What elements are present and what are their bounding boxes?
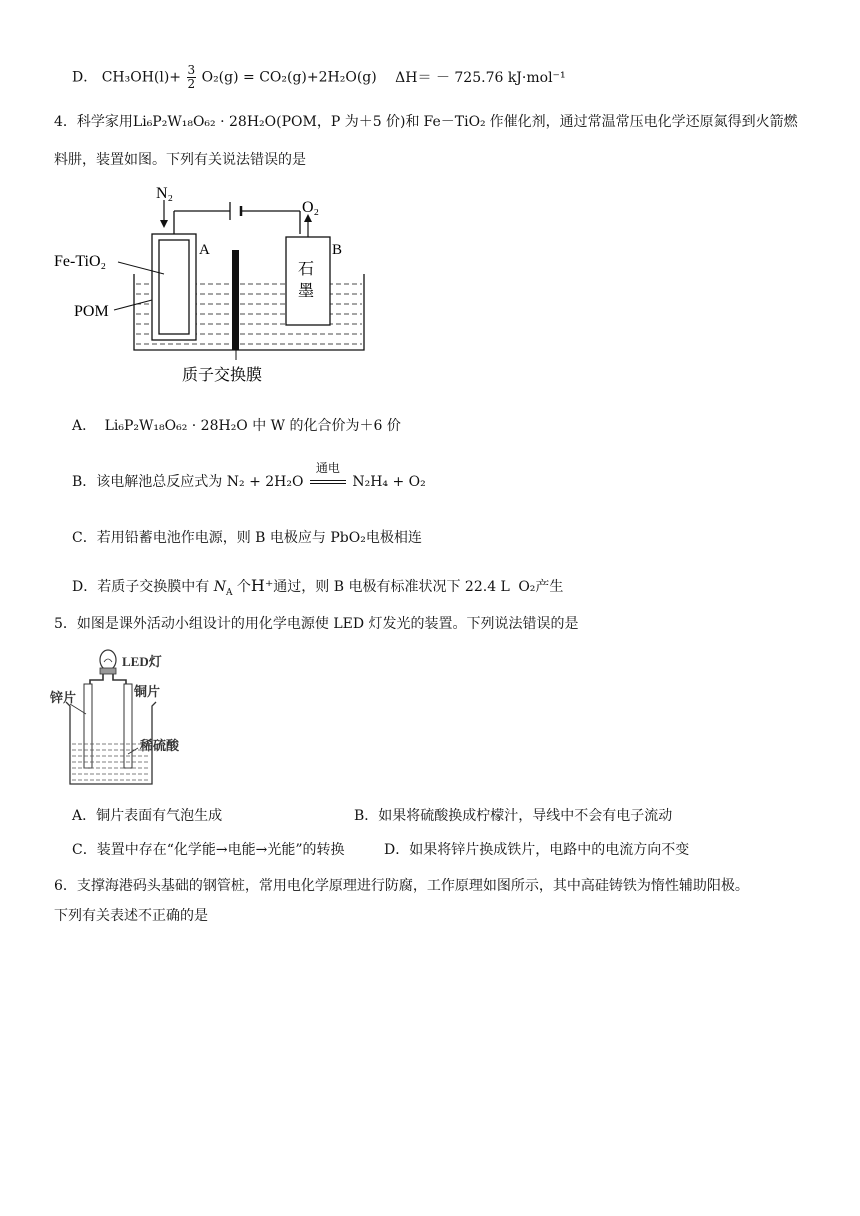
q4-stem-line1 — [54, 112, 798, 132]
q5-option-a: A．铜片表面有气泡生成 — [72, 808, 223, 824]
pom-formula: Li₆P₂W₁₈O₆₂ · 28H₂O — [132, 114, 277, 130]
q4-stem-c: 作催化剂，通过常温常压电化学还原氮得到火箭燃 — [489, 114, 798, 130]
question-number: 4． — [54, 114, 77, 130]
graphite-label-2: 墨 — [298, 283, 315, 300]
led-label: LED灯 — [122, 654, 162, 669]
equation-left: CH₃OH(l)+ — [101, 69, 182, 86]
fe-tio2-label: Fe-TiO₂ — [54, 253, 107, 270]
catalyst-formula: Fe－TiO₂ — [423, 114, 486, 130]
q5-stem — [54, 614, 579, 634]
label-b: B — [332, 242, 343, 258]
reaction-right: N₂H₄ + O₂ — [352, 474, 426, 490]
option-label: D． — [72, 579, 98, 595]
fraction — [187, 64, 197, 91]
acid-label: 稀硫酸 — [140, 738, 180, 753]
q6-stem-line2: 下列有关表述不正确的是 — [54, 908, 208, 924]
voltaic-cell-diagram — [48, 644, 198, 790]
graphite-label-1: 石 — [298, 261, 315, 278]
condition-text: 通电 — [315, 461, 340, 475]
q3-option-d — [72, 64, 566, 91]
question-number: 5． — [54, 616, 77, 632]
copper-label: 铜片 — [134, 684, 161, 699]
option-text-b: 个 — [236, 579, 251, 595]
proton-symbol: H⁺ — [250, 576, 274, 595]
q4-option-a — [72, 416, 401, 436]
option-label: B． — [72, 474, 97, 490]
reaction-condition — [308, 461, 348, 492]
q5-option-c: C．装置中存在“化学能→电能→光能”的转换 — [72, 842, 345, 858]
q6-stem-text: 支撑海港码头基础的钢管桩，常用电化学原理进行防腐，工作原理如图所示，其中高硅铸铁为惰性辅助阳极。 — [76, 878, 749, 894]
pom-label: POM — [74, 303, 109, 320]
q5-stem-text: 如图是课外活动小组设计的用化学电源使 LED 灯发光的装置。下列说法错误的是 — [76, 616, 579, 632]
option-text-c: 通过，则 B 电极有标准状况下 22.4 L — [273, 579, 510, 595]
q4-stem-a: 科学家用 — [76, 114, 133, 130]
proton-exchange-membrane — [232, 250, 239, 350]
q4-option-d — [72, 576, 563, 603]
fraction-denominator: 2 — [187, 77, 196, 91]
option-text-d: 产生 — [535, 579, 564, 595]
q4-option-c — [72, 528, 422, 548]
n2-label: N₂ — [156, 185, 174, 202]
q5-option-d: D．如果将锌片换成铁片，电路中的电流方向不变 — [384, 842, 690, 858]
arrow-down-icon — [160, 220, 168, 228]
q5-option-b: B．如果将硫酸换成柠檬汁，导线中不会有电子流动 — [354, 808, 673, 824]
option-text-b: 电极相连 — [365, 530, 422, 546]
o2-formula: O₂ — [518, 579, 536, 595]
pbo2-formula: PbO₂ — [330, 530, 366, 546]
membrane-label: 质子交换膜 — [182, 367, 263, 384]
pom-formula: Li₆P₂W₁₈O₆₂ · 28H₂O — [104, 418, 248, 434]
reaction-left: N₂ + 2H₂O — [226, 474, 304, 490]
q4-option-b — [72, 461, 426, 492]
electrode-b — [286, 237, 330, 325]
option-text: 中 W 的化合价为＋6 价 — [252, 418, 401, 434]
electrolysis-diagram — [40, 182, 380, 392]
q6-stem-line1 — [54, 876, 749, 896]
copper-plate — [124, 684, 132, 768]
option-text-a: 若质子交换膜中有 — [97, 579, 210, 595]
option-label: C． — [72, 530, 97, 546]
led-bulb-icon — [100, 650, 116, 670]
enthalpy-value: ΔH＝ － 725.76 kJ·mol⁻¹ — [395, 69, 566, 86]
option-text-a: 若用铅蓄电池作电源，则 B 电极应与 — [96, 530, 326, 546]
o2-label: O₂ — [302, 199, 320, 216]
q4-stem-line2: 料肼，装置如图。下列有关说法错误的是 — [54, 152, 306, 168]
equation-mid: O₂(g) = CO₂(g)+2H₂O(g) — [201, 69, 377, 86]
question-number: 6． — [54, 878, 77, 894]
q4-stem-b: (POM，P 为＋5 价)和 — [276, 114, 420, 130]
zinc-label: 锌片 — [50, 690, 77, 705]
option-label: A． — [72, 418, 97, 434]
zinc-plate — [84, 684, 92, 768]
avogadro-subscript: A — [225, 587, 233, 598]
option-text: 该电解池总反应式为 — [96, 474, 223, 490]
fraction-numerator: 3 — [187, 63, 196, 77]
avogadro-symbol: N — [213, 579, 226, 595]
label-a: A — [199, 242, 210, 258]
option-label: D． — [72, 69, 98, 86]
